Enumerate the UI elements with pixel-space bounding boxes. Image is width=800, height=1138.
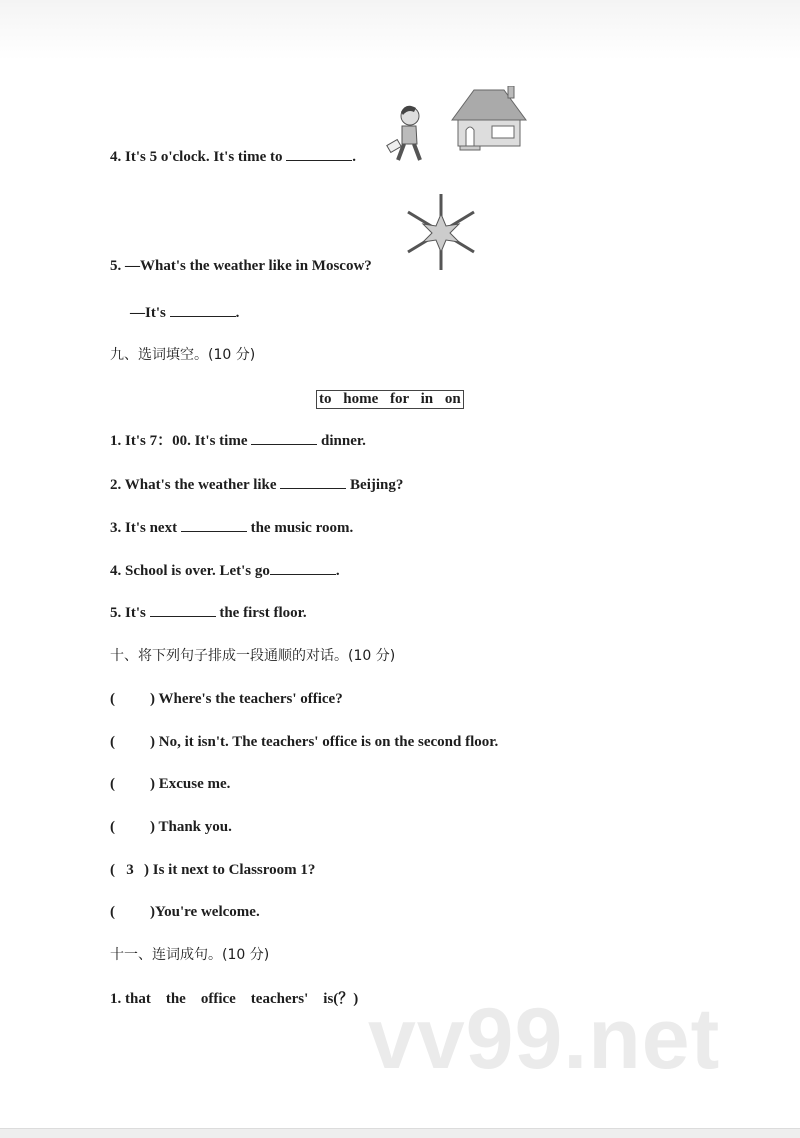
answer-blank[interactable] [286, 147, 352, 161]
answer-blank[interactable] [251, 431, 317, 445]
section-10-heading: 十、将下列句子排成一段通顺的对话。(10 分) [110, 648, 396, 664]
section-11-heading: 十一、连词成句。(10 分) [110, 947, 270, 963]
section-9-item: 2. What's the weather like Beijing? [110, 477, 404, 493]
question-4: 4. It's 5 o'clock. It's time to . [110, 149, 356, 165]
answer-blank[interactable] [270, 561, 336, 575]
watermark: vv99.net [368, 991, 721, 1087]
page-top-margin [0, 0, 800, 60]
boy-walking-home-image [384, 100, 428, 162]
order-answer[interactable]: 3 [126, 862, 134, 878]
dialogue-item: ( ) Where's the teachers' office? [110, 691, 343, 707]
section-9-item: 3. It's next the music room. [110, 520, 354, 536]
answer-blank[interactable] [280, 475, 346, 489]
question-5-answer: —It's . [130, 305, 240, 321]
section-9-item: 4. School is over. Let's go . [110, 563, 340, 579]
answer-blank[interactable] [150, 603, 216, 617]
dialogue-item: ( 3 ) Is it next to Classroom 1? [110, 862, 316, 878]
section-9-item: 5. It's the first floor. [110, 605, 307, 621]
dialogue-item: ( )You're welcome. [110, 904, 260, 920]
section-9-heading: 九、选词填空。(10 分) [110, 347, 256, 363]
dialogue-item: ( ) Excuse me. [110, 776, 231, 792]
section-11-item: 1. that the office teachers' is(？) [110, 991, 359, 1007]
section-9-item: 1. It's 7：00. It's time dinner. [110, 433, 366, 449]
answer-blank[interactable] [170, 303, 236, 317]
word-box: to home for in on [316, 390, 464, 409]
snowflake-image [404, 190, 478, 274]
dialogue-item: ( ) No, it isn't. The teachers' office is on the second floor. [110, 734, 499, 750]
answer-blank[interactable] [181, 518, 247, 532]
dialogue-item: ( ) Thank you. [110, 819, 232, 835]
house-image [448, 86, 528, 152]
question-5: 5. —What's the weather like in Moscow? [110, 258, 372, 274]
